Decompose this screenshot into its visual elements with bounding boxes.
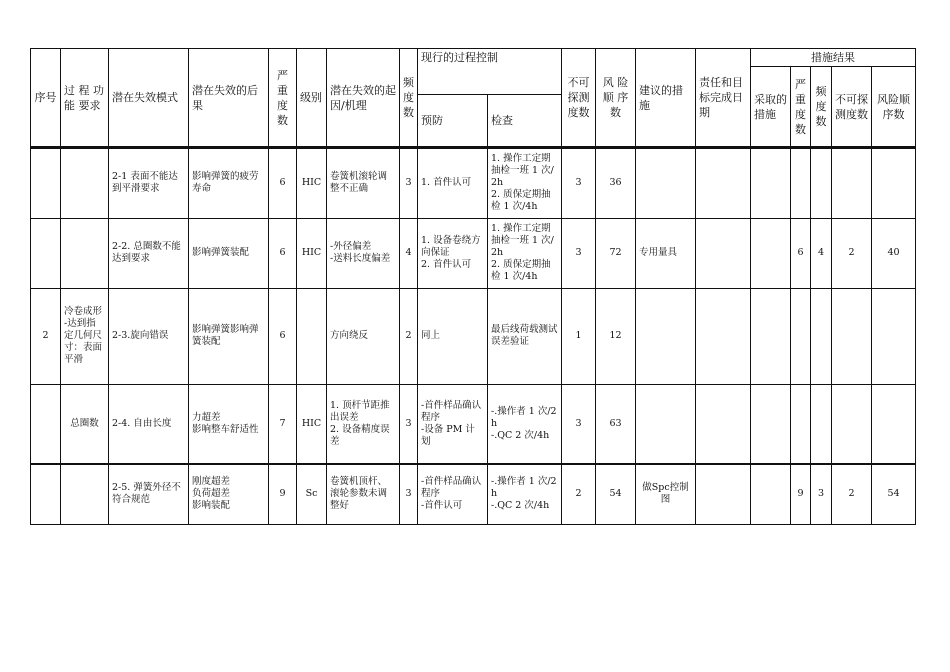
row-detection-control: 1. 操作工定期抽检一班 1 次/2h 2. 质保定期抽检 1 次/4h [488,218,562,288]
row-result-detection [832,288,872,384]
row-rpn: 63 [596,384,636,464]
row-class: HIC [297,384,327,464]
header-result-occurrence: 频度数 [811,67,832,147]
row-result-occurrence [811,288,832,384]
row-failure-mode: 2-4. 自由长度 [109,384,189,464]
row-cause: -外径偏差 -送料长度偏差 [327,218,400,288]
row-occurrence: 2 [400,288,418,384]
table-row [31,148,916,218]
row-class: Sc [297,464,327,524]
row-prevention: 同上 [418,288,488,384]
row-occurrence: 3 [400,464,418,524]
row-responsibility [696,148,751,218]
row-result-detection [832,384,872,464]
row-result-occurrence [811,384,832,464]
row-result-rpn: 54 [872,464,916,524]
row-result-severity [791,148,811,218]
row-prevention: 1. 首件认可 [418,148,488,218]
row-detectability: 1 [562,288,596,384]
row-occurrence: 3 [400,384,418,464]
row-failure-mode: 2-1 表面不能达到平滑要求 [109,148,189,218]
header-process-function: 过 程 功 能 要求 [61,49,109,147]
row-function [61,148,109,218]
row-cause: 卷簧机滚轮调整不正确 [327,148,400,218]
row-seq [31,218,61,288]
row-prevention: -首件样品确认程序 -设备 PM 计划 [418,384,488,464]
header-results: 措施结果 [751,49,916,67]
row-failure-effect: 影响弹簧装配 [189,218,269,288]
row-responsibility [696,218,751,288]
row-seq [31,464,61,524]
row-rpn: 36 [596,148,636,218]
row-severity: 9 [269,464,297,524]
header-result-rpn: 风险顺序数 [872,67,916,147]
row-recommended [636,148,696,218]
row-detection-control: -.操作者 1 次/2h -.QC 2 次/4h [488,384,562,464]
header-responsibility: 责任和目标完成日期 [696,49,751,147]
header-detectability: 不可探测度数 [562,49,596,147]
row-result-occurrence: 3 [811,464,832,524]
header-detection: 检查 [488,95,562,147]
row-result-detection: 2 [832,464,872,524]
header-prevention: 预防 [418,95,488,147]
row-result-detection [832,148,872,218]
table-row [31,288,916,384]
header-cause: 潜在失效的起因/机理 [327,49,400,147]
row-actions-taken [751,288,791,384]
header-actions-taken: 采取的措施 [751,67,791,147]
row-rpn: 12 [596,288,636,384]
row-result-severity [791,288,811,384]
header-result-detection: 不可探测度数 [832,67,872,147]
row-detectability: 3 [562,218,596,288]
row-cause: 方向绕反 [327,288,400,384]
row-cause: 1. 顶杆节距推出误差 2. 设备精度误差 [327,384,400,464]
header-severity: 严重度数 [269,49,297,147]
header-rpn: 风 险 顺 序 数 [596,49,636,147]
row-seq [31,384,61,464]
row-class [297,288,327,384]
row-detectability: 2 [562,464,596,524]
row-function: 冷卷成形 -达到指定几何尺寸：表面平滑 [61,288,109,384]
row-function: 总圈数 [61,384,109,464]
row-failure-effect: 力超差 影响整车舒适性 [189,384,269,464]
row-severity: 7 [269,384,297,464]
row-failure-effect: 影响弹簧影响弹簧装配 [189,288,269,384]
header-recommended: 建议的措施 [636,49,696,147]
row-result-severity [791,384,811,464]
row-prevention: -首件样品确认程序 -首件认可 [418,464,488,524]
header-class: 级别 [297,49,327,147]
row-result-severity: 9 [791,464,811,524]
header-failure-effect: 潜在失效的后果 [189,49,269,147]
row-severity: 6 [269,218,297,288]
row-responsibility [696,384,751,464]
row-occurrence: 4 [400,218,418,288]
row-class: HIC [297,218,327,288]
row-detection-control: 1. 操作工定期抽检一班 1 次/2h 2. 质保定期抽检 1 次/4h [488,148,562,218]
row-prevention: 1. 设备卷绕方向保证 2. 首件认可 [418,218,488,288]
row-actions-taken [751,464,791,524]
row-failure-effect: 刚度超差 负荷超差 影响装配 [189,464,269,524]
row-rpn: 54 [596,464,636,524]
row-rpn: 72 [596,218,636,288]
row-failure-mode: 2-2. 总圈数不能达到要求 [109,218,189,288]
fmea-body [30,147,916,525]
row-class: HIC [297,148,327,218]
header-current-controls: 现行的过程控制 [418,49,562,95]
row-result-rpn [872,288,916,384]
row-failure-mode: 2-5. 弹簧外径不符合规范 [109,464,189,524]
table-row [31,218,916,288]
row-seq: 2 [31,288,61,384]
row-detection-control: -.操作者 1 次/2h -.QC 2 次/4h [488,464,562,524]
row-seq [31,148,61,218]
row-result-occurrence [811,148,832,218]
row-severity: 6 [269,288,297,384]
row-actions-taken [751,384,791,464]
table-row [31,464,916,524]
header-occurrence: 频度数 [400,49,418,147]
row-responsibility [696,464,751,524]
row-recommended: 做Spc控制图 [636,464,696,524]
row-result-severity: 6 [791,218,811,288]
row-severity: 6 [269,148,297,218]
row-failure-mode: 2-3.旋向错误 [109,288,189,384]
fmea-header [30,48,916,147]
row-detectability: 3 [562,148,596,218]
header-result-severity: 严重度数 [791,67,811,147]
table-row [31,384,916,464]
header-failure-mode: 潜在失效模式 [109,49,189,147]
row-responsibility [696,288,751,384]
row-recommended: 专用量具 [636,218,696,288]
row-cause: 卷簧机顶杆、滚轮参数未调整好 [327,464,400,524]
row-recommended [636,288,696,384]
row-result-rpn [872,148,916,218]
row-occurrence: 3 [400,148,418,218]
row-actions-taken [751,218,791,288]
row-detection-control: 最后线荷载测试误差验证 [488,288,562,384]
row-result-rpn [872,384,916,464]
row-result-occurrence: 4 [811,218,832,288]
row-detectability: 3 [562,384,596,464]
row-recommended [636,384,696,464]
row-result-detection: 2 [832,218,872,288]
row-failure-effect: 影响弹簧的疲劳寿命 [189,148,269,218]
row-actions-taken [751,148,791,218]
row-function [61,218,109,288]
row-result-rpn: 40 [872,218,916,288]
row-function [61,464,109,524]
header-seq: 序号 [31,49,61,147]
